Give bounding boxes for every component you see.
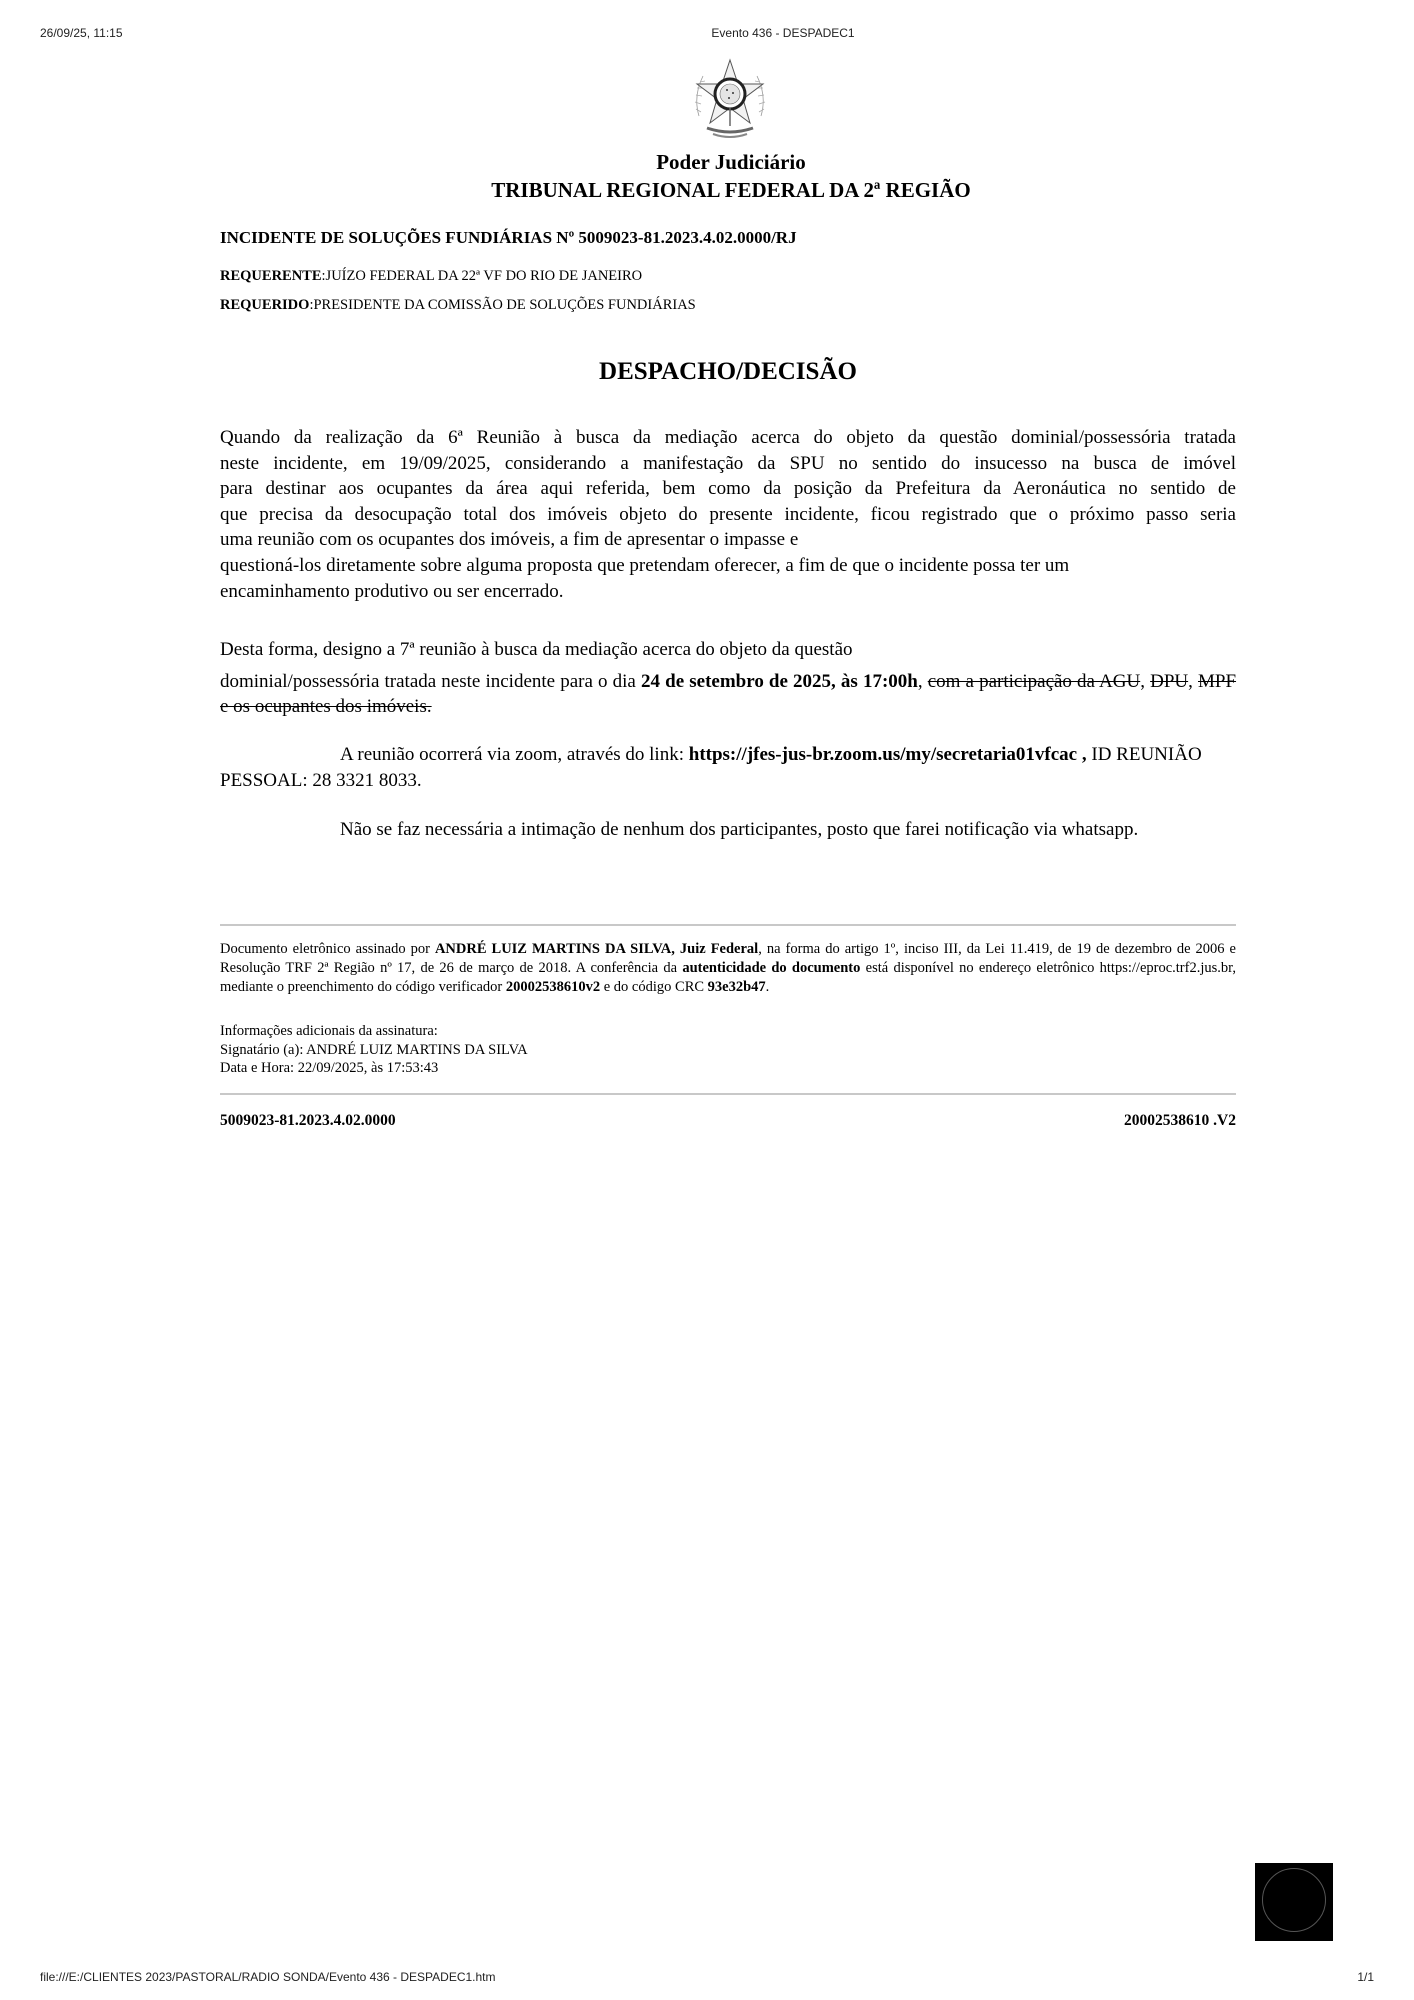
redacted-qr-code-icon <box>1255 1863 1333 1941</box>
signature-datetime: Data e Hora: 22/09/2025, às 17:53:43 <box>220 1060 439 1076</box>
separator: , <box>917 670 928 692</box>
divider <box>220 1093 1236 1095</box>
paragraph-4-text: Não se faz necessária a intimação de nenhum dos participantes, posto que farei notificação via whatsapp. <box>340 819 1139 840</box>
paragraph-1-line: questioná-los diretamente sobre alguma proposta que pretendam oferecer, a fim de que o incidente possa ter um <box>220 554 1070 576</box>
requerido-value: :PRESIDENTE DA COMISSÃO DE SOLUÇÕES FUNDIÁRIAS <box>309 297 696 313</box>
signer-name: ANDRÉ LUIZ MARTINS DA SILVA, Juiz Federal <box>434 941 759 957</box>
paragraph-3-text: A reunião ocorrerá via zoom, através do link: <box>340 744 689 765</box>
paragraph-1-line: para destinar aos ocupantes da área aqui referida, bem como da posição da Prefeitura da Aeronáutica no sentido de <box>220 478 1236 500</box>
paragraph-2 <box>220 637 1236 720</box>
circle-icon <box>1262 1868 1326 1932</box>
signature-text: e do código CRC <box>600 979 708 995</box>
signatory: Signatário (a): ANDRÉ LUIZ MARTINS DA SILVA <box>220 1041 528 1058</box>
struck-text: com a participação da AGU <box>927 670 1141 692</box>
zoom-link[interactable]: https://jfes-jus-br.zoom.us/my/secretaria01vfcac , <box>688 744 1087 765</box>
paragraph-2-line-1: Desta forma, designo a 7ª reunião à busca da mediação acerca do objeto da questão <box>220 639 853 660</box>
document-code: 20002538610 .V2 <box>1124 1112 1236 1129</box>
struck-text: MPF e os ocupantes dos imóveis. <box>220 670 1237 718</box>
signature-text: , na forma do artigo 1º, inciso III, da Lei 11.419, de 19 de dezembro de 2006 e Resolução TRF 2ª Região nº 17, de 26 de março de 2018. A conferência da <box>220 941 1236 976</box>
case-heading: INCIDENTE DE SOLUÇÕES FUNDIÁRIAS Nº 5009023-81.2023.4.02.0000/RJ <box>220 228 797 247</box>
paragraph-1 <box>220 425 1236 604</box>
paragraph-1-line: uma reunião com os ocupantes dos imóveis, a fim de apresentar o impasse e <box>220 529 799 551</box>
paragraph-1-line: que precisa da desocupação total dos imóveis objeto do presente incidente, ficou registrado que o próximo passo seria <box>220 503 1236 525</box>
requerente-label: REQUERENTE <box>220 268 322 284</box>
divider <box>220 924 1236 926</box>
browser-print-header <box>0 26 1414 46</box>
court-branch: Poder Judiciário <box>656 150 806 174</box>
signature-info <box>220 1022 1236 1078</box>
paragraph-1-line: encaminhamento produtivo ou ser encerrado. <box>220 580 564 602</box>
print-page-title: Evento 436 - DESPADEC1 <box>711 26 855 40</box>
signature-info-title: Informações adicionais da assinatura: <box>220 1023 438 1039</box>
document-title: DESPACHO/DECISÃO <box>599 358 857 385</box>
authenticity-label: autenticidade do documento <box>682 960 861 976</box>
signature-notice <box>220 940 1236 997</box>
page-count: 1/1 <box>1357 1970 1374 1984</box>
meeting-id: ID REUNIÃO PESSOAL: 28 3321 8033. <box>220 744 1202 791</box>
paragraph-2-text: dominial/possessória tratada neste incidente para o dia <box>220 670 641 692</box>
browser-print-footer <box>0 1970 1414 1990</box>
print-datetime: 26/09/25, 11:15 <box>40 26 123 40</box>
paragraph-1-line: Quando da realização da 6ª Reunião à busca da mediação acerca do objeto da questão dominial/possessória tratada <box>220 427 1236 448</box>
signature-text: está disponível no endereço eletrônico https://eproc.trf2.jus.br, mediante o preenchimento do código verificador <box>220 960 1236 995</box>
meeting-date: 24 de setembro de 2025, às 17:00h <box>641 670 918 692</box>
court-name: TRIBUNAL REGIONAL FEDERAL DA 2ª REGIÃO <box>491 178 971 202</box>
signature-text: Documento eletrônico assinado por <box>220 941 435 957</box>
requerido-label: REQUERIDO <box>220 297 310 313</box>
paragraph-2-line-2 <box>220 669 1236 720</box>
signature-text: . <box>765 979 770 995</box>
file-path: file:///E:/CLIENTES 2023/PASTORAL/RADIO SONDA/Evento 436 - DESPADEC1.htm <box>40 1970 496 1984</box>
process-number: 5009023-81.2023.4.02.0000 <box>220 1112 396 1129</box>
requerente-value: :JUÍZO FEDERAL DA 22ª VF DO RIO DE JANEIRO <box>321 268 643 284</box>
crc-code: 93e32b47 <box>707 979 766 995</box>
requerido-line <box>220 297 1236 314</box>
separator: , <box>1188 670 1198 692</box>
verifier-code: 20002538610v2 <box>505 979 601 995</box>
separator: , <box>1140 670 1151 692</box>
paragraph-4 <box>220 817 1236 843</box>
brazil-coat-of-arms-icon <box>689 56 771 142</box>
struck-text: DPU <box>1150 670 1189 692</box>
paragraph-1-line: neste incidente, em 19/09/2025, considerando a manifestação da SPU no sentido do insucesso na busca de imóvel <box>220 452 1236 474</box>
paragraph-3 <box>220 742 1236 793</box>
requerente-line <box>220 268 1236 285</box>
